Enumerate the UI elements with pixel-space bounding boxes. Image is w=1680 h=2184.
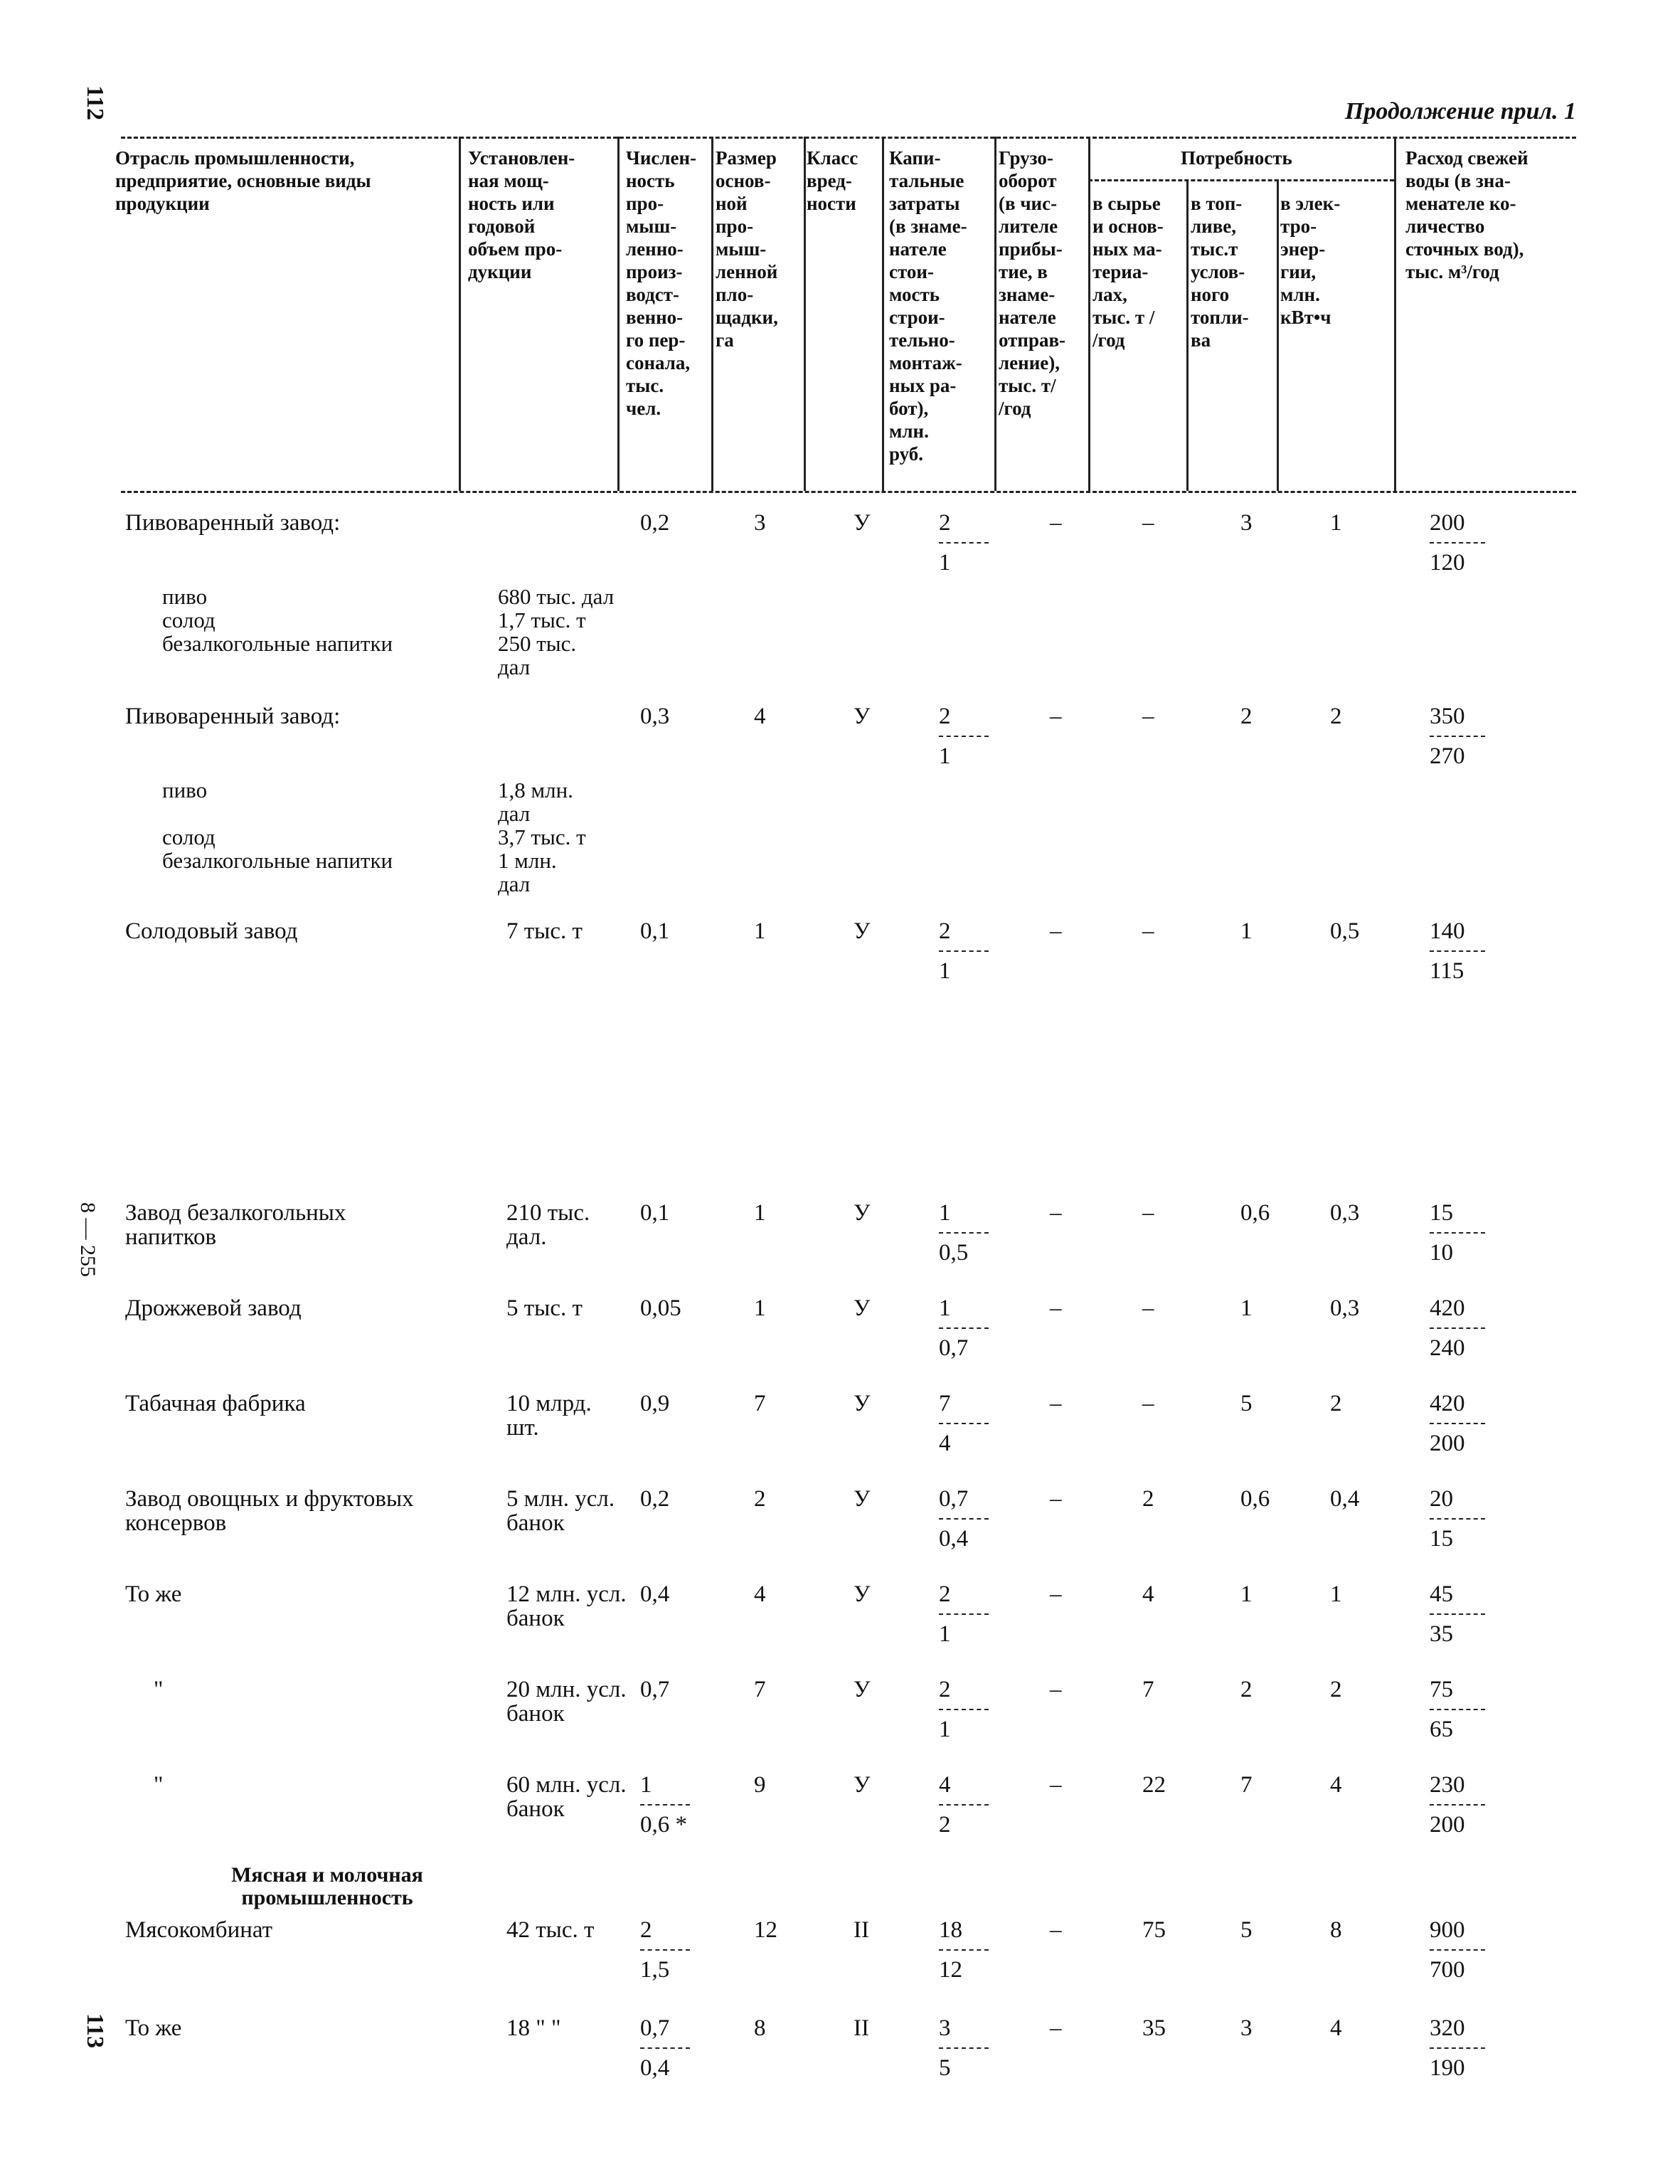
header-area: Размер основ- ной про- мыш- ленной пло- щадки, га xyxy=(716,147,778,351)
row-staff: 0,2 xyxy=(640,1486,670,1512)
header-hazard-class: Класс вред- ности xyxy=(807,147,858,214)
row-class: У xyxy=(854,1772,871,1798)
row-staff-denominator: 1,5 xyxy=(640,1957,670,1983)
col-divider xyxy=(1186,179,1189,491)
row-area: 1 xyxy=(754,1295,766,1321)
row-name: То же xyxy=(125,1581,182,1607)
col-divider xyxy=(617,137,620,491)
row-water-bar xyxy=(1430,1518,1485,1520)
row-water-numerator: 140 xyxy=(1430,918,1465,944)
row-water xyxy=(1430,1296,1485,1360)
row-fuel: 3 xyxy=(1240,510,1253,536)
row-capex-denominator: 4 xyxy=(939,1431,951,1456)
row-raw: 4 xyxy=(1142,1581,1154,1607)
row-water-numerator: 15 xyxy=(1430,1200,1453,1226)
product-capacity: 1 млн. дал xyxy=(498,848,557,896)
row-capex-bar xyxy=(939,1804,989,1806)
row-capex-bar xyxy=(939,1518,989,1520)
row-area: 7 xyxy=(754,1391,766,1416)
row-raw: – xyxy=(1142,918,1154,944)
row-freight: – xyxy=(1050,510,1062,536)
row-name: Пивоваренный завод: xyxy=(125,704,341,729)
header-freight: Грузо- оборот (в чис- лителе прибы- тие, в знаме- нателе отправ- ление), тыс. т/ /год xyxy=(999,147,1066,419)
row-water-bar xyxy=(1430,1709,1485,1710)
row-class: У xyxy=(854,1200,871,1226)
row-freight: – xyxy=(1050,1295,1062,1321)
row-staff xyxy=(640,1918,690,1982)
col-divider xyxy=(882,137,884,491)
row-staff-numerator: 2 xyxy=(640,1917,652,1943)
row-capacity: 20 млн. усл. банок xyxy=(506,1677,627,1727)
row-capex xyxy=(939,1773,989,1837)
row-capex-bar xyxy=(939,736,989,737)
row-area: 4 xyxy=(754,1581,766,1607)
row-raw: 22 xyxy=(1142,1772,1166,1798)
row-capex-denominator: 0,7 xyxy=(939,1335,969,1361)
row-power: 1 xyxy=(1330,1581,1342,1607)
row-water-numerator: 420 xyxy=(1430,1391,1465,1416)
row-power: 4 xyxy=(1330,2015,1342,2041)
row-capex-denominator: 1 xyxy=(939,1717,951,1742)
row-capex xyxy=(939,704,989,768)
row-capex-numerator: 3 xyxy=(939,2015,951,2041)
header-fuel: в топ- ливе, тыс.т услов- ного топли- ва xyxy=(1191,193,1249,351)
row-water-denominator: 15 xyxy=(1430,1526,1453,1552)
row-freight: – xyxy=(1050,704,1062,729)
row-staff xyxy=(640,2016,690,2080)
row-class: У xyxy=(854,1486,871,1512)
row-capacity: 18 " " xyxy=(506,2015,561,2041)
row-capacity: 42 тыс. т xyxy=(506,1917,595,1943)
row-name: Табачная фабрика xyxy=(125,1391,306,1416)
row-water xyxy=(1430,1487,1485,1551)
row-water-denominator: 200 xyxy=(1430,1812,1465,1838)
row-capex-numerator: 2 xyxy=(939,704,951,729)
row-water-denominator: 270 xyxy=(1430,743,1465,769)
row-water-bar xyxy=(1430,950,1485,952)
row-capex-bar xyxy=(939,1423,989,1424)
row-capex xyxy=(939,1487,989,1551)
row-raw: – xyxy=(1142,1200,1154,1226)
row-capex-denominator: 0,4 xyxy=(939,1526,969,1552)
row-staff: 0,2 xyxy=(640,510,670,536)
row-power: 0,3 xyxy=(1330,1200,1360,1226)
row-class: У xyxy=(854,510,871,536)
col-divider xyxy=(459,137,461,491)
row-capex-bar xyxy=(939,542,989,544)
row-class: У xyxy=(854,1295,871,1321)
row-freight: – xyxy=(1050,1677,1062,1702)
row-water-denominator: 10 xyxy=(1430,1240,1453,1266)
row-area: 3 xyxy=(754,510,766,536)
header-capacity: Установлен- ная мощ- ность или годовой объем про- дукции xyxy=(468,147,575,282)
col-divider xyxy=(1394,137,1396,491)
product-capacity: 1,7 тыс. т xyxy=(498,608,586,632)
col-divider xyxy=(711,137,713,491)
row-water-denominator: 35 xyxy=(1430,1621,1453,1647)
row-capex-denominator: 1 xyxy=(939,1621,951,1647)
col-divider xyxy=(994,137,996,491)
row-water-numerator: 350 xyxy=(1430,704,1465,729)
row-capex-denominator: 0,5 xyxy=(939,1240,969,1266)
row-raw: 7 xyxy=(1142,1677,1154,1702)
row-water-numerator: 20 xyxy=(1430,1486,1453,1512)
row-staff-bar xyxy=(640,1949,690,1951)
row-water xyxy=(1430,1677,1485,1742)
row-staff xyxy=(640,1773,690,1837)
row-staff: 0,1 xyxy=(640,918,670,944)
row-capacity: 10 млрд. шт. xyxy=(506,1391,592,1441)
row-power: 1 xyxy=(1330,510,1342,536)
row-fuel: 2 xyxy=(1240,704,1253,729)
row-capex xyxy=(939,1677,989,1742)
row-freight: – xyxy=(1050,1391,1062,1416)
row-capacity: 210 тыс. дал. xyxy=(506,1200,590,1250)
row-power: 0,5 xyxy=(1330,918,1360,944)
row-water-denominator: 115 xyxy=(1430,958,1464,984)
row-staff-numerator: 0,7 xyxy=(640,2015,670,2041)
row-staff: 0,7 xyxy=(640,1677,670,1702)
row-water xyxy=(1430,704,1485,768)
row-water-bar xyxy=(1430,1232,1485,1234)
product-capacity: 680 тыс. дал xyxy=(498,584,615,609)
row-fuel: 0,6 xyxy=(1240,1200,1270,1226)
row-capex-bar xyxy=(939,1327,989,1329)
row-staff-bar xyxy=(640,2047,690,2049)
row-area: 9 xyxy=(754,1772,766,1798)
row-water xyxy=(1430,2016,1485,2080)
row-class: II xyxy=(854,2015,869,2041)
row-water xyxy=(1430,919,1485,983)
row-name: То же xyxy=(125,2015,182,2041)
page-number-left: 112 xyxy=(82,85,108,121)
row-capex-numerator: 1 xyxy=(939,1295,951,1321)
continuation-title: Продолжение прил. 1 xyxy=(1344,98,1576,124)
row-capex-numerator: 2 xyxy=(939,1677,951,1702)
row-area: 7 xyxy=(754,1677,766,1702)
row-capex-numerator: 18 xyxy=(939,1917,962,1943)
row-water-denominator: 200 xyxy=(1430,1431,1465,1456)
row-water-denominator: 190 xyxy=(1430,2055,1465,2081)
row-fuel: 0,6 xyxy=(1240,1486,1270,1512)
row-capex-numerator: 2 xyxy=(939,918,951,944)
row-water-numerator: 75 xyxy=(1430,1677,1453,1702)
row-area: 8 xyxy=(754,2015,766,2041)
row-freight: – xyxy=(1050,1917,1062,1943)
row-name: Дрожжевой завод xyxy=(125,1295,302,1321)
row-raw: – xyxy=(1142,1295,1154,1321)
row-capacity: 12 млн. усл. банок xyxy=(506,1581,627,1631)
row-capex-numerator: 2 xyxy=(939,1581,951,1607)
row-freight: – xyxy=(1050,1581,1062,1607)
row-water xyxy=(1430,511,1485,575)
row-water-bar xyxy=(1430,1423,1485,1424)
row-power: 0,3 xyxy=(1330,1295,1360,1321)
row-water-bar xyxy=(1430,1804,1485,1806)
row-power: 8 xyxy=(1330,1917,1342,1943)
row-class: У xyxy=(854,704,871,729)
row-staff: 0,05 xyxy=(640,1295,681,1321)
row-capex-bar xyxy=(939,950,989,952)
row-class: II xyxy=(854,1917,869,1943)
product-capacity: 1,8 млн. дал xyxy=(498,778,573,826)
row-power: 2 xyxy=(1330,704,1342,729)
header-power: в элек- тро- энер- гии, млн. кВт•ч xyxy=(1280,193,1341,328)
row-water-numerator: 320 xyxy=(1430,2015,1465,2041)
row-capex-denominator: 1 xyxy=(939,958,951,984)
product-name: пиво xyxy=(162,584,208,609)
row-raw: – xyxy=(1142,1391,1154,1416)
section-heading: Мясная и молочная промышленность xyxy=(231,1863,423,1909)
row-staff: 0,4 xyxy=(640,1581,670,1607)
row-capex xyxy=(939,1918,989,1982)
col-divider xyxy=(804,137,806,491)
row-power: 2 xyxy=(1330,1677,1342,1702)
row-capacity: 5 тыс. т xyxy=(506,1295,583,1321)
product-capacity: 3,7 тыс. т xyxy=(498,825,586,849)
row-water xyxy=(1430,1918,1485,1982)
row-raw: 2 xyxy=(1142,1486,1154,1512)
row-staff-denominator: 0,4 xyxy=(640,2055,670,2081)
row-staff-bar xyxy=(640,1804,690,1806)
row-capex-bar xyxy=(939,2047,989,2049)
row-fuel: 5 xyxy=(1240,1391,1253,1416)
product-name: пиво xyxy=(162,778,208,802)
row-capex xyxy=(939,511,989,575)
row-class: У xyxy=(854,1581,871,1607)
row-capex xyxy=(939,1201,989,1265)
row-staff: 0,9 xyxy=(640,1391,670,1416)
page-number-right: 113 xyxy=(82,2013,108,2049)
row-water-bar xyxy=(1430,2047,1485,2049)
row-area: 4 xyxy=(754,704,766,729)
row-water-denominator: 120 xyxy=(1430,550,1465,576)
row-capex-denominator: 2 xyxy=(939,1812,951,1838)
row-area: 2 xyxy=(754,1486,766,1512)
row-raw: – xyxy=(1142,510,1154,536)
row-water-numerator: 230 xyxy=(1430,1772,1465,1798)
row-power: 2 xyxy=(1330,1391,1342,1416)
header-top-rule xyxy=(121,137,1576,139)
row-class: У xyxy=(854,1391,871,1416)
row-water-numerator: 45 xyxy=(1430,1581,1453,1607)
row-capex-bar xyxy=(939,1949,989,1951)
row-water-numerator: 200 xyxy=(1430,510,1465,536)
row-capex xyxy=(939,919,989,983)
row-capex xyxy=(939,1391,989,1456)
row-freight: – xyxy=(1050,918,1062,944)
row-capex-numerator: 2 xyxy=(939,510,951,536)
row-fuel: 1 xyxy=(1240,1581,1253,1607)
row-water xyxy=(1430,1201,1485,1265)
row-water-denominator: 700 xyxy=(1430,1957,1465,1983)
printer-signature: 8 — 255 xyxy=(76,1202,100,1277)
row-area: 12 xyxy=(754,1917,777,1943)
col-divider xyxy=(1088,137,1090,491)
row-water-bar xyxy=(1430,736,1485,737)
row-water-bar xyxy=(1430,542,1485,544)
header-water: Расход свежей воды (в зна- менателе ко- личество сточных вод), тыс. м³/год xyxy=(1405,147,1529,282)
product-name: безалкогольные напитки xyxy=(162,848,393,873)
row-capex xyxy=(939,1582,989,1646)
header-capex: Капи- тальные затраты (в знаме- нателе стои- мость строи- тельно- монтаж- ных ра- бот), млн. руб. xyxy=(889,147,967,465)
row-capacity: 60 млн. усл. банок xyxy=(506,1772,627,1822)
row-name: Завод безалкогольных напитков xyxy=(125,1200,346,1250)
row-raw: 35 xyxy=(1142,2015,1166,2041)
row-name: Пивоваренный завод: xyxy=(125,510,341,536)
row-raw: – xyxy=(1142,704,1154,729)
row-raw: 75 xyxy=(1142,1917,1166,1943)
need-subrule xyxy=(1088,179,1394,181)
row-capacity: 5 млн. усл. банок xyxy=(506,1486,615,1536)
row-area: 1 xyxy=(754,918,766,944)
row-power: 0,4 xyxy=(1330,1486,1360,1512)
col-divider xyxy=(1277,179,1279,491)
row-freight: – xyxy=(1050,2015,1062,2041)
row-capex xyxy=(939,1296,989,1360)
row-fuel: 7 xyxy=(1240,1772,1253,1798)
row-capex-numerator: 1 xyxy=(939,1200,951,1226)
row-freight: – xyxy=(1050,1772,1062,1798)
row-water-bar xyxy=(1430,1949,1485,1951)
row-capex-bar xyxy=(939,1232,989,1234)
row-water-numerator: 900 xyxy=(1430,1917,1465,1943)
row-class: У xyxy=(854,1677,871,1702)
row-staff-denominator: 0,6 * xyxy=(640,1812,687,1838)
header-need: Потребность xyxy=(1181,147,1292,169)
row-water-bar xyxy=(1430,1613,1485,1615)
row-fuel: 1 xyxy=(1240,918,1253,944)
row-class: У xyxy=(854,918,871,944)
row-water-bar xyxy=(1430,1327,1485,1329)
row-water-denominator: 65 xyxy=(1430,1717,1453,1742)
row-name: " xyxy=(154,1677,164,1702)
row-name: Мясокомбинат xyxy=(125,1917,273,1943)
header-raw-materials: в сырье и основ- ных ма- териа- лах, тыс. т / /год xyxy=(1092,193,1164,351)
row-capex-denominator: 1 xyxy=(939,550,951,576)
product-capacity: 250 тыс. дал xyxy=(498,631,577,679)
row-water xyxy=(1430,1391,1485,1456)
product-name: солод xyxy=(162,825,216,849)
row-capex xyxy=(939,2016,989,2080)
row-capex-denominator: 12 xyxy=(939,1957,962,1983)
row-water-denominator: 240 xyxy=(1430,1335,1465,1361)
row-fuel: 2 xyxy=(1240,1677,1253,1702)
row-fuel: 1 xyxy=(1240,1295,1253,1321)
row-fuel: 3 xyxy=(1240,2015,1253,2041)
row-capex-bar xyxy=(939,1613,989,1615)
row-staff: 0,1 xyxy=(640,1200,670,1226)
row-staff: 0,3 xyxy=(640,704,670,729)
row-water-numerator: 420 xyxy=(1430,1295,1465,1321)
row-freight: – xyxy=(1050,1200,1062,1226)
row-power: 4 xyxy=(1330,1772,1342,1798)
row-fuel: 5 xyxy=(1240,1917,1253,1943)
row-name: Солодовый завод xyxy=(125,918,298,944)
row-water xyxy=(1430,1773,1485,1837)
header-industry: Отрасль промышленности, предприятие, основные виды продукции xyxy=(115,147,371,214)
row-capex-bar xyxy=(939,1709,989,1710)
row-capex-numerator: 7 xyxy=(939,1391,951,1416)
product-name: безалкогольные напитки xyxy=(162,631,393,656)
row-capex-numerator: 4 xyxy=(939,1772,951,1798)
row-capex-denominator: 5 xyxy=(939,2055,951,2081)
header-bottom-rule xyxy=(121,491,1576,493)
row-capex-denominator: 1 xyxy=(939,743,951,769)
row-area: 1 xyxy=(754,1200,766,1226)
product-name: солод xyxy=(162,608,216,632)
row-capex-numerator: 0,7 xyxy=(939,1486,969,1512)
header-staff: Числен- ность про- мыш- ленно- произ- водст- венно- го пер- сонала, тыс. чел. xyxy=(626,147,697,419)
row-name: " xyxy=(154,1772,164,1798)
row-freight: – xyxy=(1050,1486,1062,1512)
row-capacity: 7 тыс. т xyxy=(506,918,583,944)
row-water xyxy=(1430,1582,1485,1646)
row-name: Завод овощных и фруктовых консервов xyxy=(125,1486,414,1536)
row-staff-numerator: 1 xyxy=(640,1772,652,1798)
